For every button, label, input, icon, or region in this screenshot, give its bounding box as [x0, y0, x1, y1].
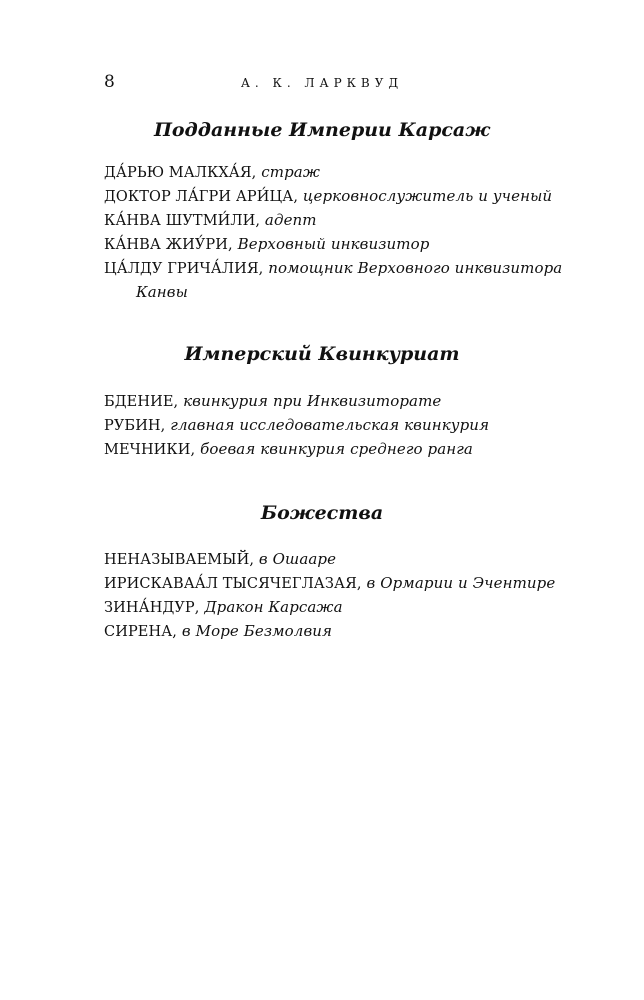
- entry-description-continuation: Канвы: [136, 283, 188, 301]
- entry-name: ЦА́ЛДУ ГРИЧА́ЛИЯ,: [104, 261, 264, 277]
- entry-name: ИРИСКАВАА́Л ТЫСЯЧЕГЛАЗАЯ,: [104, 576, 362, 592]
- section-title-deities: Божества: [260, 502, 384, 524]
- entry-description: церковнослужитель и ученый: [302, 187, 553, 205]
- entry-description: адепт: [264, 211, 317, 229]
- page-number: 8: [104, 72, 115, 92]
- list-item: [104, 233, 584, 257]
- list-item: [104, 161, 584, 185]
- entry-name: КА́НВА ЖИУ́РИ,: [104, 237, 233, 253]
- character-list-quincuriate: [104, 390, 584, 462]
- list-item: [104, 572, 584, 596]
- list-item: [104, 620, 584, 644]
- entry-name: ДОКТОР ЛА́ГРИ АРИ́ЦА,: [104, 189, 299, 205]
- entry-description: в Ошааре: [258, 550, 337, 568]
- character-list-subjects: [104, 161, 584, 304]
- entry-name: СИРЕНА,: [104, 624, 178, 640]
- list-item: [104, 596, 584, 620]
- list-item: [104, 548, 584, 572]
- entry-description: помощник Верховного инквизитора: [268, 259, 563, 277]
- list-item: [104, 390, 584, 414]
- entry-description: квинкурия при Инквизиторате: [183, 392, 442, 410]
- list-item: [104, 185, 584, 209]
- entry-description: в Море Безмолвия: [181, 622, 333, 640]
- entry-name: ЗИНА́НДУР,: [104, 600, 200, 616]
- list-item: [104, 438, 584, 462]
- entry-description: главная исследовательская квинкурия: [170, 416, 490, 434]
- list-item: [104, 209, 584, 233]
- list-item: [104, 257, 584, 281]
- section-title-quincuriate: Имперский Квинкуриат: [184, 343, 460, 365]
- list-item-continuation: [104, 281, 584, 304]
- list-item: [104, 414, 584, 438]
- section-title-subjects: Подданные Империи Карсаж: [153, 119, 491, 141]
- entry-name: РУБИН,: [104, 418, 166, 434]
- entry-name: КА́НВА ШУТМИ́ЛИ,: [104, 213, 261, 229]
- entry-description: боевая квинкурия среднего ранга: [200, 440, 473, 458]
- entry-description: Дракон Карсажа: [204, 598, 343, 616]
- character-list-deities: [104, 548, 584, 644]
- entry-name: ДА́РЬЮ МАЛКХА́Я,: [104, 165, 257, 181]
- entry-description: в Ормарии и Эчентире: [366, 574, 556, 592]
- entry-description: Верховный инквизитор: [237, 235, 430, 253]
- entry-name: БДЕНИЕ,: [104, 394, 179, 410]
- running-head-author: А. К. ЛАРКВУД: [240, 76, 404, 90]
- entry-name: МЕЧНИКИ,: [104, 442, 196, 458]
- entry-description: страж: [261, 163, 320, 181]
- entry-name: НЕНАЗЫВАЕМЫЙ,: [104, 552, 255, 568]
